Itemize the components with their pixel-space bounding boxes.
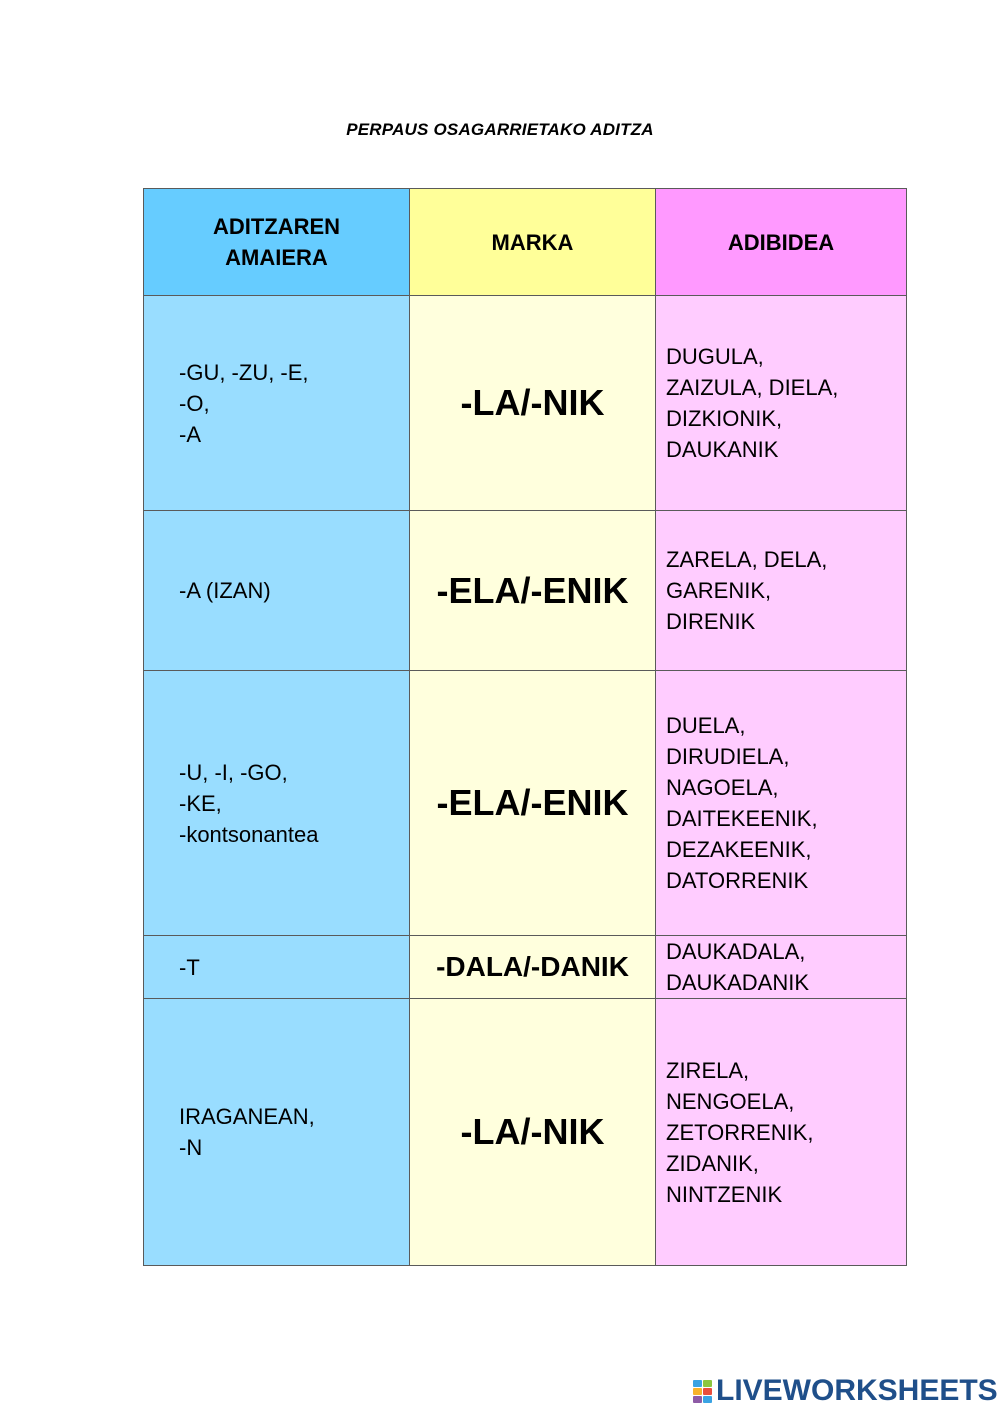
example-line: ZIRELA, xyxy=(666,1057,750,1083)
example-line: DATORRENIK xyxy=(666,868,809,893)
ending-cell xyxy=(144,936,410,999)
example-cell xyxy=(656,296,907,511)
ending-line: -N xyxy=(179,1135,203,1160)
header-example: ADIBIDEA xyxy=(656,189,907,296)
table-row xyxy=(144,671,907,936)
example-line: DIRENIK xyxy=(666,609,756,634)
ending-line: -A xyxy=(179,421,201,447)
verb-endings-table xyxy=(143,188,907,1266)
example-line: GARENIK, xyxy=(666,578,772,603)
liveworksheets-logo-icon xyxy=(693,1380,712,1403)
ending-line: -T xyxy=(179,954,200,980)
liveworksheets-logo[interactable] xyxy=(693,1373,998,1409)
example-line: ZETORRENIK, xyxy=(666,1119,814,1145)
ending-line: -KE, xyxy=(179,790,222,816)
ending-cell xyxy=(144,999,410,1266)
page-title: PERPAUS OSAGARRIETAKO ADITZA xyxy=(346,120,654,139)
example-cell xyxy=(656,999,907,1266)
example-line: DEZAKEENIK, xyxy=(666,837,812,862)
mark-cell: -ELA/-ENIK xyxy=(410,671,656,936)
mark-cell: -ELA/-ENIK xyxy=(410,511,656,671)
ending-line: -GU, -ZU, -E, xyxy=(179,359,309,385)
ending-cell xyxy=(144,671,410,936)
example-line: NINTZENIK xyxy=(666,1181,783,1207)
example-line: NAGOELA, xyxy=(666,775,779,800)
mark-cell: -DALA/-DANIK xyxy=(410,936,656,999)
example-cell xyxy=(656,671,907,936)
table-row xyxy=(144,511,907,671)
example-line: DIRUDIELA, xyxy=(666,744,790,769)
ending-cell xyxy=(144,296,410,511)
example-line: DIZKIONIK, xyxy=(666,406,783,431)
example-line: ZAIZULA, DIELA, xyxy=(666,375,839,400)
example-line: DAUKANIK xyxy=(666,437,779,462)
example-line: ZIDANIK, xyxy=(666,1150,759,1176)
mark-cell: -LA/-NIK xyxy=(410,999,656,1266)
table-row xyxy=(144,936,907,999)
logo-text: LIVEWORKSHEETS xyxy=(716,1374,998,1407)
example-line: DAUKADANIK xyxy=(666,970,810,995)
ending-line: -U, -I, -GO, xyxy=(179,759,288,785)
example-line: DAITEKEENIK, xyxy=(666,806,818,831)
example-line: DAUKADALA, xyxy=(666,939,806,964)
ending-line: -O, xyxy=(179,390,210,416)
ending-line: -A (IZAN) xyxy=(179,578,271,603)
header-verb-ending-line: ADITZAREN xyxy=(212,214,341,239)
example-line: DUELA, xyxy=(666,713,746,738)
table-row xyxy=(144,296,907,511)
example-line: ZARELA, DELA, xyxy=(666,547,828,572)
example-cell xyxy=(656,936,907,999)
ending-line: -kontsonantea xyxy=(179,821,319,847)
header-verb-ending xyxy=(144,189,410,296)
example-line: DUGULA, xyxy=(666,344,764,369)
table-header-row xyxy=(144,189,907,296)
header-verb-ending-line: AMAIERA xyxy=(225,245,328,270)
example-cell xyxy=(656,511,907,671)
ending-line: IRAGANEAN, xyxy=(179,1104,315,1129)
example-line: NENGOELA, xyxy=(666,1088,795,1114)
mark-cell: -LA/-NIK xyxy=(410,296,656,511)
table-row xyxy=(144,999,907,1266)
header-mark: MARKA xyxy=(410,189,656,296)
ending-cell xyxy=(144,511,410,671)
